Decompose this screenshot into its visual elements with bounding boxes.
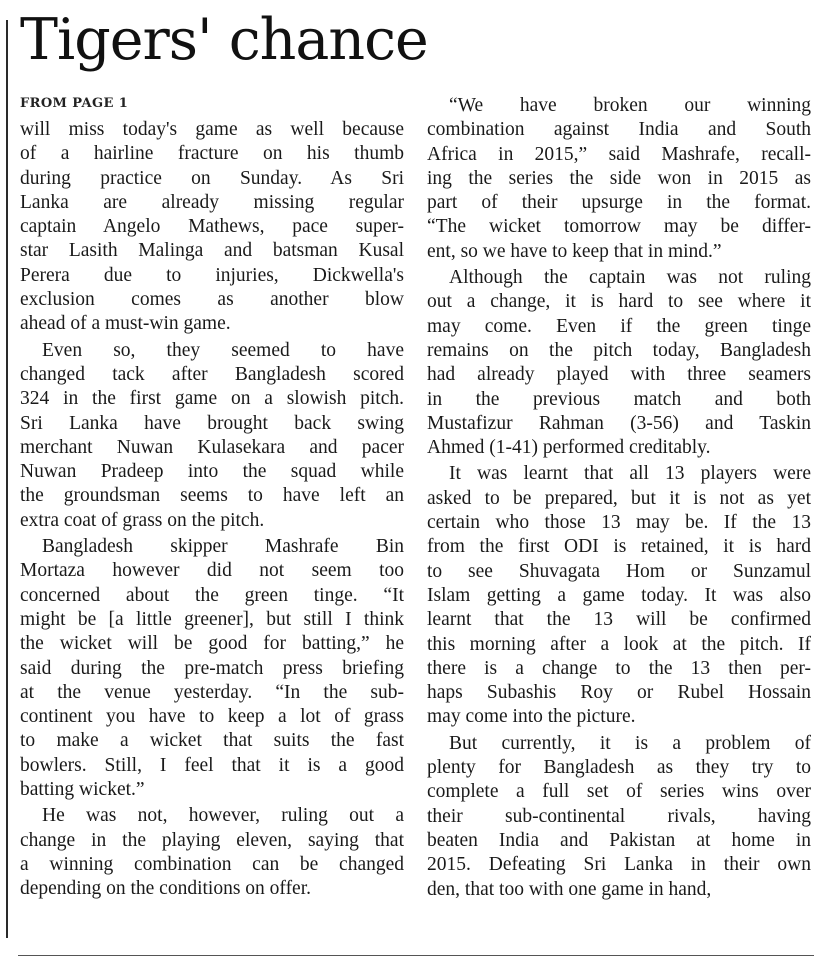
bottom-rule	[18, 955, 814, 956]
text-line: ahead of a must-win game.	[20, 313, 231, 335]
text-line: Mustafizur Rahman (3-56) and Taskin	[427, 412, 811, 434]
text-line: there is a change to the 13 then per-	[427, 657, 811, 679]
text-line: “We have broken our winning	[449, 95, 811, 116]
text-line: certain who those 13 may be. If the 13	[427, 512, 811, 534]
text-line: Even so, they seemed to have	[42, 339, 404, 361]
text-line: to see Shuvagata Hom or Sunzamul	[427, 560, 811, 582]
text-line: Nuwan Pradeep into the squad while	[20, 461, 404, 483]
paragraph	[427, 266, 811, 460]
text-line: a winning combination can be changed	[20, 853, 404, 875]
text-line: asked to be prepared, but it is not as yet	[427, 487, 811, 509]
text-line: at the venue yesterday. “In the sub-	[20, 681, 404, 703]
text-line: may come into the picture.	[427, 706, 636, 728]
paragraph	[427, 94, 811, 264]
text-line: plenty for Bangladesh as they try to	[427, 757, 811, 779]
text-line: Although the captain was not ruling	[449, 267, 811, 289]
text-line: 324 in the first game on a slowish pitch.	[20, 388, 404, 410]
text-line: complete a full set of series wins over	[427, 781, 811, 803]
text-line: He was not, however, ruling out a	[42, 805, 404, 827]
text-line: Sri Lanka have brought back swing	[20, 412, 404, 434]
text-line: haps Subashis Roy or Rubel Hossain	[427, 682, 811, 704]
text-line: might be [a little greener], but still I think	[20, 608, 404, 630]
text-line: during practice on Sunday. As Sri	[20, 167, 404, 189]
text-line: It was learnt that all 13 players were	[449, 463, 811, 485]
text-line: from the first ODI is retained, it is hard	[427, 536, 811, 558]
text-line: beaten India and Pakistan at home in	[427, 829, 811, 851]
text-line: out a change, it is hard to see where it	[427, 291, 811, 313]
text-line: had already played with three seamers	[427, 364, 811, 386]
paragraph	[427, 732, 811, 902]
article-column-left	[20, 118, 404, 902]
text-line: of a hairline fracture on his thumb	[20, 143, 404, 165]
text-line: their sub-continental rivals, having	[427, 805, 811, 827]
article-column-right	[427, 94, 811, 902]
text-line: exclusion comes as another blow	[20, 289, 404, 311]
text-line: Mortaza however did not seem too	[20, 560, 404, 582]
text-line: Perera due to injuries, Dickwella's	[20, 264, 404, 286]
text-line: Lanka are already missing regular	[20, 191, 404, 213]
text-line: the wicket will be good for batting,” he	[20, 633, 404, 655]
paragraph	[20, 339, 404, 533]
paragraph	[20, 118, 404, 337]
paragraph	[427, 462, 811, 729]
text-line: remains on the pitch today, Bangladesh	[427, 339, 811, 361]
text-line: star Lasith Malinga and batsman Kusal	[20, 240, 404, 262]
text-line: “The wicket tomorrow may be differ-	[427, 216, 811, 238]
text-line: learnt that the 13 will be confirmed	[427, 609, 811, 631]
paragraph	[20, 804, 404, 901]
text-line: ent, so we have to keep that in mind.”	[427, 240, 722, 262]
text-line: depending on the conditions on offer.	[20, 878, 312, 900]
text-line: combination against India and South	[427, 119, 811, 141]
text-line: said during the pre-match press briefing	[20, 657, 404, 679]
column-rule-left	[6, 20, 8, 938]
text-line: Islam getting a game today. It was also	[427, 584, 811, 606]
text-line: 2015. Defeating Sri Lanka in their own	[427, 854, 811, 876]
kicker-from-page: FROM PAGE 1	[20, 96, 129, 111]
text-line: Bangladesh skipper Mashrafe Bin	[42, 536, 404, 558]
text-line: in the previous match and both	[427, 388, 811, 410]
paragraph	[20, 535, 404, 802]
text-line: ing the series the side won in 2015 as	[427, 167, 811, 189]
text-line: den, that too with one game in hand,	[427, 878, 712, 900]
text-line: continent you have to keep a lot of grass	[20, 706, 404, 728]
text-line: Africa in 2015,” said Mashrafe, recall-	[427, 143, 811, 165]
text-line: change in the playing eleven, saying that	[20, 829, 404, 851]
text-line: this morning after a look at the pitch. If	[427, 633, 811, 655]
text-line: But currently, it is a problem of	[449, 732, 811, 754]
text-line: concerned about the green tinge. “It	[20, 584, 404, 606]
text-line: bowlers. Still, I feel that it is a good	[20, 754, 404, 776]
text-line: merchant Nuwan Kulasekara and pacer	[20, 436, 404, 458]
text-line: part of their upsurge in the format.	[427, 192, 811, 214]
text-line: batting wicket.”	[20, 779, 145, 801]
text-line: captain Angelo Mathews, pace super-	[20, 216, 404, 238]
text-line: may come. Even if the green tinge	[427, 315, 811, 337]
text-line: will miss today's game as well because	[20, 119, 404, 140]
text-line: to make a wicket that suits the fast	[20, 730, 404, 752]
headline: Tigers' chance	[20, 7, 428, 73]
text-line: the groundsman seems to have left an	[20, 485, 404, 507]
text-line: changed tack after Bangladesh scored	[20, 363, 404, 385]
text-line: Ahmed (1-41) performed creditably.	[427, 437, 711, 459]
text-line: extra coat of grass on the pitch.	[20, 509, 265, 531]
